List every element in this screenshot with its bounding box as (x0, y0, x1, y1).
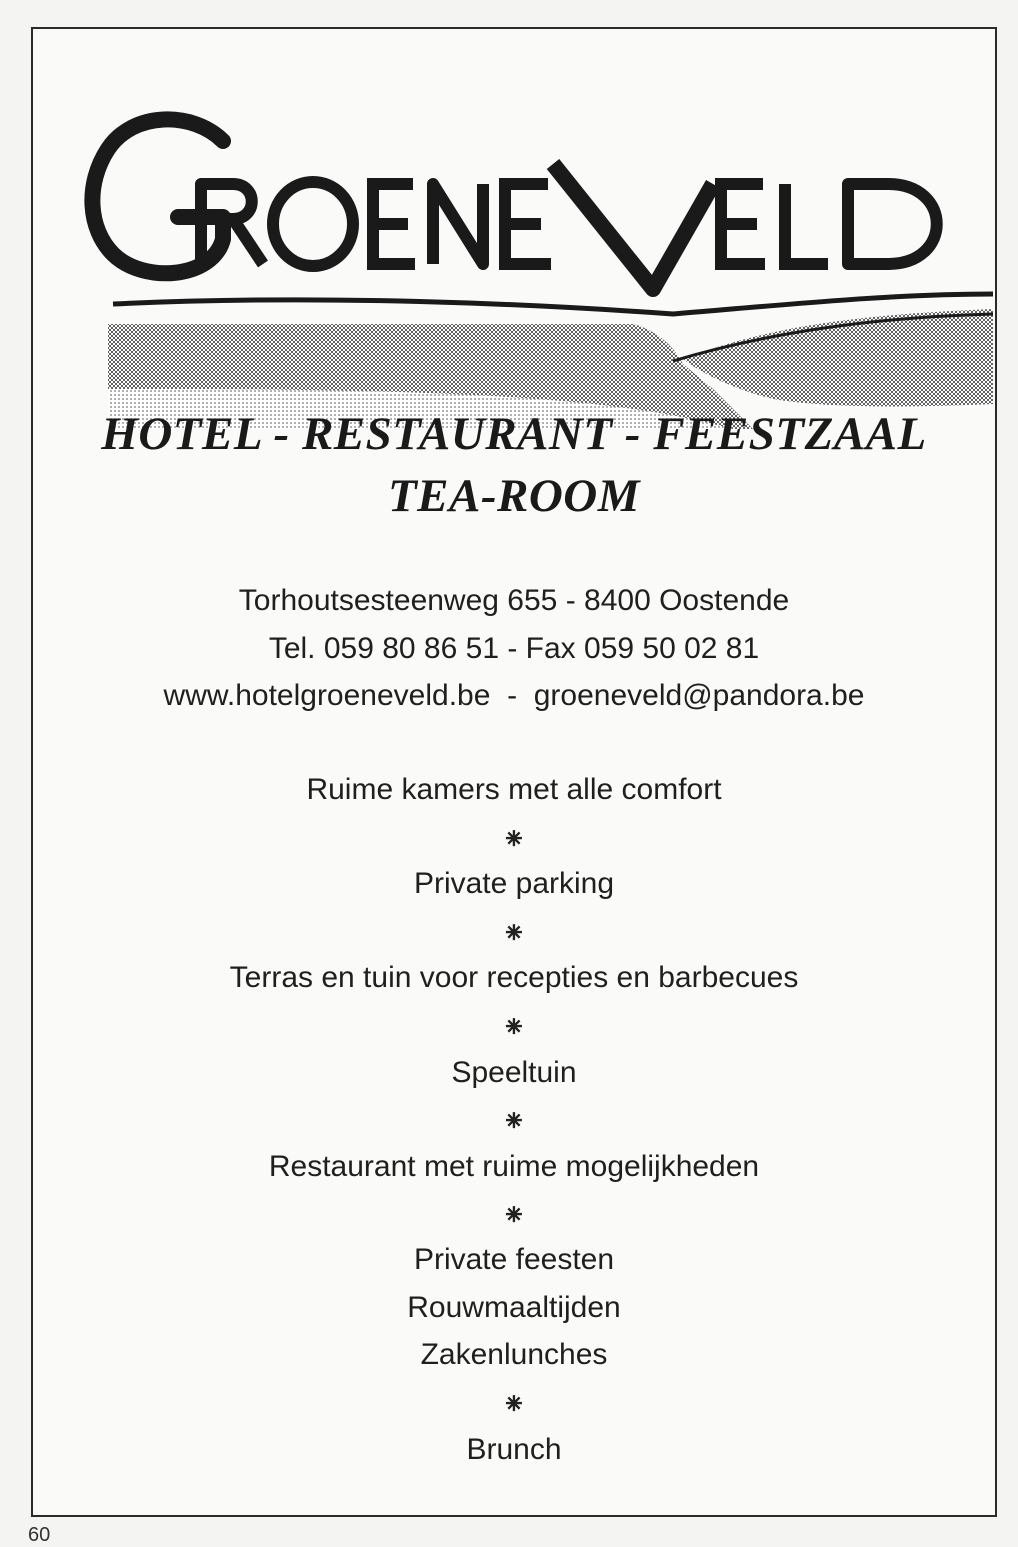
tearoom-heading: TEA-ROOM (387, 470, 641, 522)
separator-asterisk-icon: ⁕ (501, 1105, 527, 1138)
separator-asterisk-icon: ⁕ (501, 917, 527, 950)
feature-rooms: Ruime kamers met alle comfort (306, 773, 722, 806)
phone-fax-line: Tel. 059 80 86 51 - Fax 059 50 02 81 (268, 632, 760, 665)
services-heading: HOTEL - RESTAURANT - FEESTZAAL (101, 408, 927, 460)
feature-terrace: Terras en tuin voor recepties en barbecues (229, 961, 799, 994)
feature-parking: Private parking (413, 867, 615, 900)
web-email-line: www.hotelgroeneveld.be - groeneveld@pandora.be (163, 679, 865, 712)
feature-restaurant: Restaurant met ruime mogelijkheden (268, 1150, 760, 1183)
feature-brunch: Brunch (466, 1433, 562, 1466)
advertisement-frame (31, 27, 997, 1517)
address-line: Torhoutsesteenweg 655 - 8400 Oostende (238, 584, 790, 617)
page-number: 60 (28, 1524, 51, 1546)
feature-playground: Speeltuin (451, 1056, 577, 1089)
feature-private-parties: Private feesten (413, 1243, 615, 1276)
separator-asterisk-icon: ⁕ (501, 1388, 527, 1421)
separator-asterisk-icon: ⁕ (501, 1199, 527, 1232)
groeneveld-logo (73, 89, 1003, 429)
feature-business-lunches: Zakenlunches (420, 1338, 608, 1371)
separator-asterisk-icon: ⁕ (501, 1011, 527, 1044)
feature-funeral-meals: Rouwmaaltijden (407, 1291, 621, 1324)
separator-asterisk-icon: ⁕ (501, 823, 527, 856)
